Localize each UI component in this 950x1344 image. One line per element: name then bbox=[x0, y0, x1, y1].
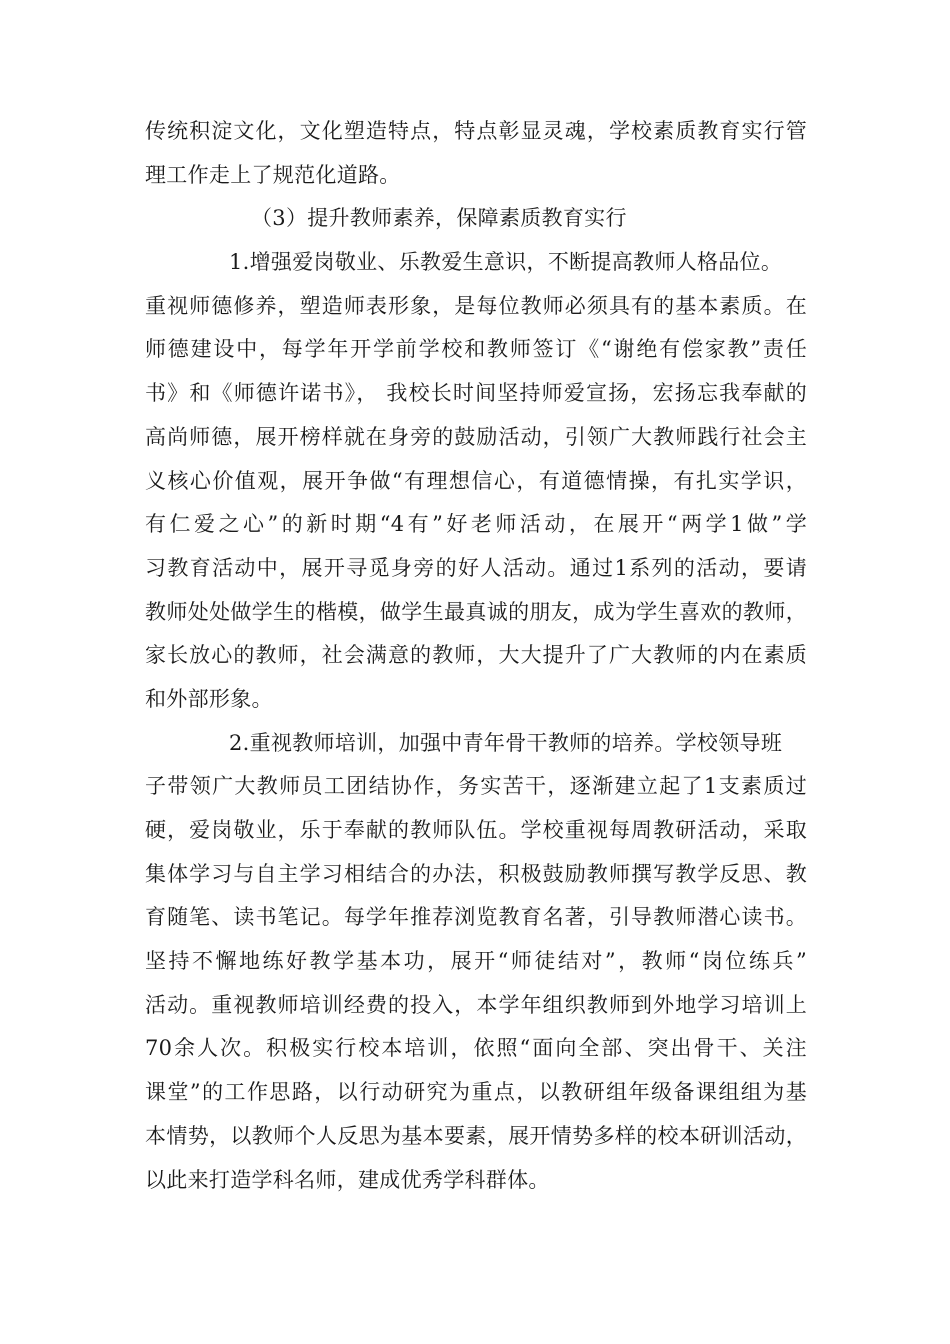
text-line: 师德建设中，每学年开学前学校和教师签订《“谢绝有偿家教”责任 bbox=[145, 337, 807, 362]
text-line: 传统积淀文化，文化塑造特点，特点彰显灵魂，学校素质教育实行管 bbox=[145, 119, 807, 143]
text-line: 习教育活动中，展开寻觅身旁的好人活动。通过1系列的活动，要请 bbox=[145, 555, 807, 580]
text-line: 育随笔、读书笔记。每学年推荐浏览教育名著，引导教师潜心读书。 bbox=[145, 905, 807, 930]
text-line: 集体学习与自主学习相结合的办法，积极鼓励教师撰写教学反思、教 bbox=[145, 861, 807, 886]
text-line: 义核心价值观，展开争做“有理想信心，有道德情操，有扎实学识， bbox=[145, 468, 807, 493]
paragraph-first-line: 1.增强爱岗敬业、乐教爱生意识，不断提高教师人格品位。 bbox=[229, 250, 783, 275]
document-body bbox=[145, 110, 807, 1202]
text-line: 70余人次。积极实行校本培训，依照“面向全部、突出骨干、关注 bbox=[145, 1036, 807, 1061]
text-line: 课堂”的工作思路，以行动研究为重点，以教研组年级备课组组为基 bbox=[145, 1080, 807, 1105]
text-line: 教师处处做学生的楷模，做学生最真诚的朋友，成为学生喜欢的教师， bbox=[145, 599, 807, 624]
text-line: 和外部形象。 bbox=[145, 686, 273, 711]
text-line: 坚持不懈地练好教学基本功，展开“师徒结对”，教师“岗位练兵” bbox=[145, 949, 807, 974]
text-line: 书》和《师德许诺书》， 我校长时间坚持师爱宣扬，宏扬忘我奉献的 bbox=[145, 381, 807, 406]
text-line: 本情势，以教师个人反思为基本要素，展开情势多样的校本研训活动， bbox=[145, 1123, 807, 1148]
text-line: 有仁爱之心”的新时期“4有”好老师活动，在展开“两学1做”学 bbox=[145, 512, 807, 537]
text-line: 硬，爱岗敬业，乐于奉献的教师队伍。学校重视每周教研活动，采取 bbox=[145, 818, 807, 842]
paragraph-first-line: 2.重视教师培训，加强中青年骨干教师的培养。学校领导班 bbox=[229, 730, 783, 755]
text-line: 理工作走上了规范化道路。 bbox=[145, 162, 401, 187]
text-line: 高尚师德，展开榜样就在身旁的鼓励活动，引领广大教师践行社会主 bbox=[145, 424, 807, 449]
text-line: 重视师德修养，塑造师表形象，是每位教师必须具有的基本素质。在 bbox=[145, 293, 807, 318]
text-line: 以此来打造学科名师，建成优秀学科群体。 bbox=[145, 1167, 550, 1192]
text-line: 子带领广大教师员工团结协作，务实苦干，逐渐建立起了1支素质过 bbox=[145, 774, 807, 799]
text-line: 家长放心的教师，社会满意的教师，大大提升了广大教师的内在素质 bbox=[145, 643, 807, 668]
section-heading: （3）提升教师素养，保障素质教育实行 bbox=[251, 206, 627, 231]
text-line: 活动。重视教师培训经费的投入，本学年组织教师到外地学习培训上 bbox=[145, 992, 807, 1017]
